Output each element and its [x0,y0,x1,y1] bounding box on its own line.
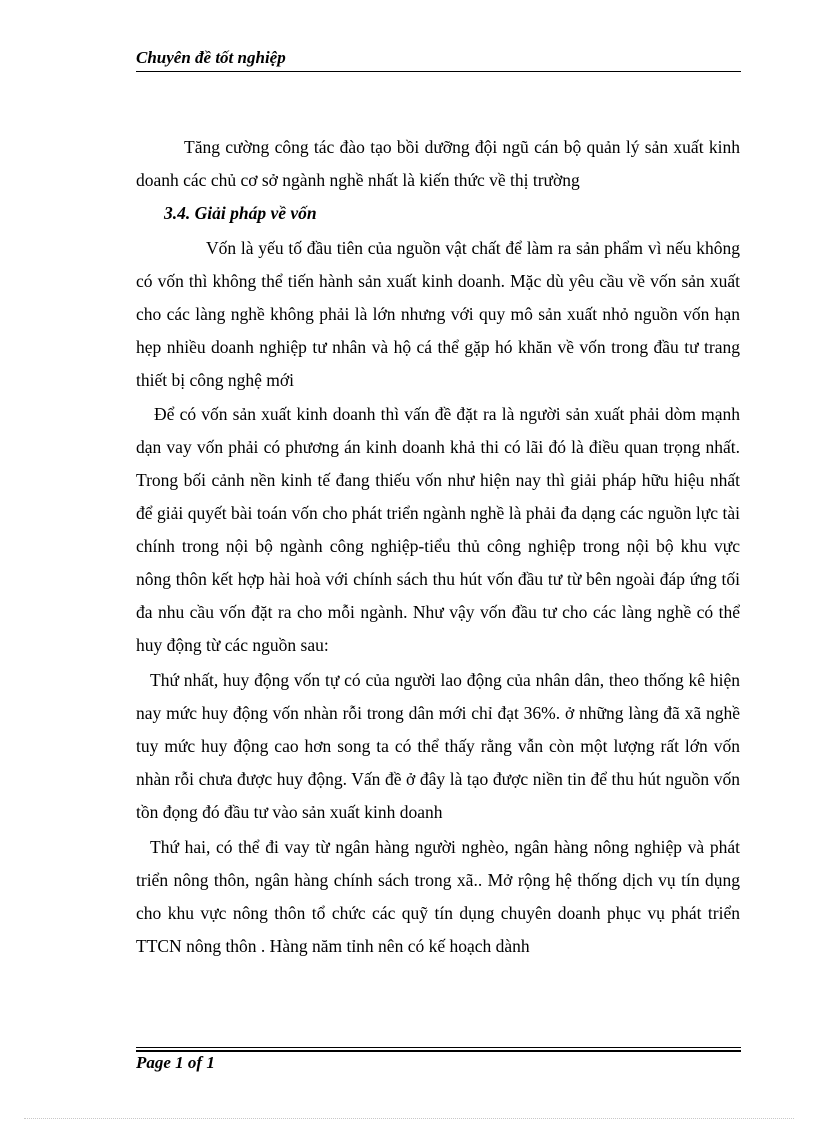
paragraph-capital-sources: Để có vốn sản xuất kinh doanh thì vấn đề đặt ra là người sản xuất phải dòm mạnh dạn vay vốn phải có phương án kinh doanh khả thi có lãi đó là điều quan trọng nhất. Trong bối cảnh nền kinh tế đang thiếu vốn như hiện nay thì giải pháp hữu hiệu nhất để giải quyết bài toán vốn cho phát triển ngành nghề là phải đa dạng các nguồn lực tài chính trong nội bộ ngành công nghiệp-tiểu thủ công nghiệp trong nội bộ khu vực nông thôn kết hợp hài hoà với chính sách thu hút vốn đầu tư từ bên ngoài đáp ứng tối đa nhu cầu vốn đặt ra cho mỗi ngành. Như vậy vốn đầu tư cho các làng nghề có thể huy động từ các nguồn sau: [136,404,740,655]
paragraph-second-source: Thứ hai, có thể đi vay từ ngân hàng người nghèo, ngân hàng nông nghiệp và phát triển nông thôn, ngân hàng chính sách trong xã.. Mở rộng hệ thống dịch vụ tín dụng cho khu vực nông thôn tổ chức các quỹ tín dụng chuyên doanh phục vụ phát triển TTCN nông thôn . Hàng năm tỉnh nên có kế hoạch dành [136,837,740,956]
footer-rule-thick [136,1050,741,1052]
header-rule [136,71,741,72]
section-heading: 3.4. Giải pháp về vốn [164,203,317,223]
paragraph-capital-intro: Vốn là yếu tố đầu tiên của nguồn vật chất để làm ra sản phẩm vì nếu không có vốn thì không thể tiến hành sản xuất kinh doanh. Mặc dù yêu cầu về vốn sản xuất cho các làng nghề không phải là lớn nhưng với quy mô sản xuất nhỏ nguồn vốn hạn hẹp nhiều doanh nghiệp tư nhân và hộ cá thể gặp hó khăn về vốn trong đầu tư trang thiết bị công nghệ mới [136,238,740,390]
page-edge-divider [24,1118,794,1119]
paragraph-training: Tăng cường công tác đào tạo bồi dưỡng đội ngũ cán bộ quản lý sản xuất kinh doanh các chủ cơ sở ngành nghề nhất là kiến thức về thị trường [136,137,740,190]
paragraph-first-source: Thứ nhất, huy động vốn tự có của người lao động của nhân dân, theo thống kê hiện nay mức huy động vốn nhàn rỗi trong dân mới chỉ đạt 36%. ở những làng đã xã nghề tuy mức huy động cao hơn song ta có thể thấy rằng vẫn còn một lượng rất lớn vốn nhàn rỗi chưa được huy động. Vấn đề ở đây là tạo được niền tin để thu hút nguồn vốn tồn đọng đó đầu tư vào sản xuất kinh doanh [136,670,740,822]
document-body [136,131,740,963]
footer-rule [136,1047,741,1048]
header-title: Chuyên đề tốt nghiệp [136,48,286,67]
page-number: Page 1 of 1 [136,1053,215,1072]
